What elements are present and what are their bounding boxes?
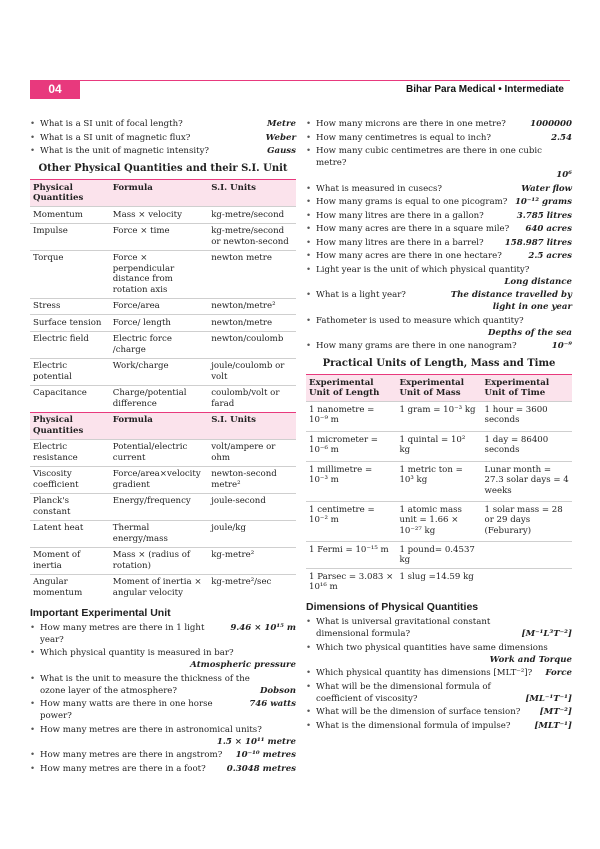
table-cell: 1 day = 86400 seconds <box>482 432 572 462</box>
header-rule <box>80 80 570 81</box>
list-item <box>30 118 296 130</box>
table-cell: 1 quintal = 10² kg <box>396 432 481 462</box>
table-cell: 1 Parsec = 3.083 × 10¹⁶ m <box>306 569 396 596</box>
question: Which physical quantity is measured in bar? <box>40 648 234 658</box>
table-cell: Torque <box>30 250 110 298</box>
table-row <box>30 439 296 466</box>
list-item <box>306 315 572 339</box>
table-row <box>30 466 296 493</box>
table-cell: Angular momentum <box>30 574 110 601</box>
left-top-questions <box>30 118 296 157</box>
question: How many grams is equal to one picogram? <box>316 197 508 207</box>
list-item <box>306 210 572 222</box>
list-item <box>30 724 296 748</box>
question: How many centimetres is equal to inch? <box>316 132 492 143</box>
list-item <box>306 132 572 144</box>
table-cell: Capacitance <box>30 385 110 412</box>
answer: • Water flow <box>521 183 572 194</box>
table-header: Experimental Unit of Time <box>482 375 572 402</box>
table-cell: Planck's constant <box>30 493 110 520</box>
answer: • [ML⁻¹T⁻¹] <box>525 693 572 704</box>
question: What will be the dimension of surface tension? <box>316 707 521 717</box>
si-units-table <box>30 179 296 601</box>
experimental-questions <box>30 622 296 775</box>
list-item <box>30 647 296 671</box>
question: How many grams are there in one nanogram? <box>316 341 517 351</box>
question: What is the unit to measure the thickness of the ozone layer of the atmosphere? <box>40 673 250 696</box>
table-row <box>30 223 296 250</box>
answer: Atmospheric pressure <box>190 660 296 670</box>
list-item <box>306 183 572 195</box>
answer: • Metre <box>267 119 296 129</box>
table-cell: newton metre <box>208 250 296 298</box>
table-row <box>30 207 296 224</box>
table-cell: kg-metre/second or newton-second <box>208 223 296 250</box>
table-cell: Electric potential <box>30 358 110 385</box>
list-item <box>306 720 572 732</box>
answer: • 9.46 × 10¹⁵ m <box>230 622 296 633</box>
table-row <box>30 574 296 601</box>
table-cell: 1 solar mass = 28 or 29 days (Feburary) <box>482 502 572 542</box>
question: How many litres are there in a barrel? <box>316 237 484 248</box>
table-cell: Latent heat <box>30 520 110 547</box>
table-cell: Electric resistance <box>30 439 110 466</box>
question: What is measured in cusecs? <box>316 183 442 194</box>
question: What is the unit of magnetic intensity? <box>40 146 210 156</box>
answer: • 1000000 <box>530 119 572 129</box>
table-cell: Mass × velocity <box>110 207 208 224</box>
table-cell: Force/ length <box>110 315 208 332</box>
table-row <box>30 315 296 332</box>
answer: 1.5 × 10¹¹ metre <box>216 736 296 747</box>
question: How many metres are there in 1 light year? <box>40 622 205 645</box>
answer: • Dobson <box>259 685 296 696</box>
table-cell: Work/charge <box>110 358 208 385</box>
table-cell: Force × time <box>110 223 208 250</box>
question: How many metres are there in astronomical units? <box>40 724 262 735</box>
answer: Depths of the sea <box>488 327 572 338</box>
table-cell: volt/ampere or ohm <box>208 439 296 466</box>
answer: • 10⁻¹² grams <box>514 197 572 207</box>
table-cell: Moment of inertia × angular velocity <box>110 574 208 601</box>
table-cell: newton/metre² <box>208 298 296 315</box>
table-cell <box>482 542 572 569</box>
table-cell: Viscosity coefficient <box>30 466 110 493</box>
list-item <box>306 706 572 718</box>
table-header: Experimental Unit of Length <box>306 375 396 402</box>
table-row <box>30 358 296 385</box>
table-header: Formula <box>110 412 208 439</box>
table-header-row <box>30 412 296 439</box>
table-row <box>30 520 296 547</box>
table-header-row <box>306 375 572 402</box>
list-item <box>306 667 572 679</box>
list-item <box>306 264 572 288</box>
table-cell: Stress <box>30 298 110 315</box>
table-cell: Force × perpendicular distance from rotation axis <box>110 250 208 298</box>
answer: Work and Torque <box>489 654 572 665</box>
table-header: S.I. Units <box>208 412 296 439</box>
table-cell: Electric force /charge <box>110 331 208 358</box>
table-cell: joule-second <box>208 493 296 520</box>
table-cell: 1 pound= 0.4537 kg <box>396 542 481 569</box>
right-column <box>306 118 572 733</box>
dimensions-heading: Dimensions of Physical Quantities <box>306 601 479 613</box>
question: How many acres are there in a square mile? <box>316 224 510 234</box>
answer: • Weber <box>265 132 296 143</box>
list-item <box>30 749 296 761</box>
table-cell: 1 Fermi = 10⁻¹⁵ m <box>306 542 396 569</box>
table-cell: Momentum <box>30 207 110 224</box>
table-cell: 1 hour = 3600 seconds <box>482 402 572 432</box>
list-item <box>30 673 296 697</box>
table-header: S.I. Units <box>208 180 296 207</box>
table-cell: 1 nanometre = 10⁻⁹ m <box>306 402 396 432</box>
table-cell: newton/metre <box>208 315 296 332</box>
table-row <box>306 402 572 432</box>
list-item <box>306 642 572 666</box>
question: What is a SI unit of magnetic flux? <box>40 132 191 143</box>
answer: • 746 watts <box>249 699 296 709</box>
table-cell: 1 centimetre = 10⁻² m <box>306 502 396 542</box>
list-item <box>30 698 296 722</box>
question: What is a light year? <box>316 290 406 300</box>
table-header-row <box>30 180 296 207</box>
table-cell: newton/coulomb <box>208 331 296 358</box>
answer: • 10⁻¹⁰ metres <box>235 750 296 760</box>
question: Which physical quantity has dimensions [MLT⁻²]? <box>316 668 533 678</box>
question: What is a SI unit of focal length? <box>40 119 183 129</box>
table-header: Physical Quantities <box>30 180 110 207</box>
table-cell: kg-metre² <box>208 547 296 574</box>
page-number: 04 <box>30 80 80 99</box>
answer: • Force <box>545 668 572 678</box>
table-cell: Lunar month = 27.3 solar days = 4 weeks <box>482 462 572 502</box>
table-header: Physical Quantities <box>30 412 110 439</box>
question: Fathometer is used to measure which quantity? <box>316 315 524 326</box>
list-item <box>306 145 572 181</box>
table-cell: joule/kg <box>208 520 296 547</box>
table-cell: kg-metre²/sec <box>208 574 296 601</box>
answer: • [MLT⁻¹] <box>534 720 572 731</box>
table-cell: Force/area <box>110 298 208 315</box>
list-item <box>30 622 296 646</box>
list-item <box>30 145 296 157</box>
table-cell: 1 gram = 10⁻³ kg <box>396 402 481 432</box>
answer: • [MT⁻²] <box>539 707 572 717</box>
left-column <box>30 118 296 776</box>
answer: • [M⁻¹L³T⁻²] <box>521 629 572 639</box>
table-row <box>30 547 296 574</box>
table-cell: kg-metre/second <box>208 207 296 224</box>
list-item <box>306 118 572 130</box>
question: How many acres are there in one hectare? <box>316 251 502 261</box>
list-item <box>306 681 572 705</box>
table-cell: Energy/frequency <box>110 493 208 520</box>
table-cell: Impulse <box>30 223 110 250</box>
question: How many metres are there in angstrom? <box>40 750 223 760</box>
answer: • 3.785 litres <box>516 210 572 221</box>
list-item <box>306 340 572 352</box>
list-item <box>306 196 572 208</box>
answer: • 2.54 <box>551 132 572 143</box>
table-row <box>306 502 572 542</box>
question: Which two physical quantities have same dimensions <box>316 642 548 653</box>
right-top-questions <box>306 118 572 352</box>
table-cell: 1 millimetre = 10⁻³ m <box>306 462 396 502</box>
si-table-title: Other Physical Quantities and their S.I. Unit <box>38 163 288 174</box>
table-cell: joule/coulomb or volt <box>208 358 296 385</box>
table-row <box>306 542 572 569</box>
list-item <box>306 616 572 640</box>
table-row <box>306 462 572 502</box>
question: How many microns are there in one metre? <box>316 119 506 129</box>
table-row <box>306 432 572 462</box>
table-header: Experimental Unit of Mass <box>396 375 481 402</box>
table-cell: Potential/electric current <box>110 439 208 466</box>
table-cell: coulomb/volt or farad <box>208 385 296 412</box>
answer: Long distance <box>504 276 572 287</box>
question: How many metres are there in a foot? <box>40 763 206 774</box>
table-cell: 1 metric ton = 10³ kg <box>396 462 481 502</box>
list-item <box>306 223 572 235</box>
question: How many litres are there in a gallon? <box>316 210 484 221</box>
page-header <box>30 80 570 99</box>
question: How many watts are there in one horse power? <box>40 699 213 721</box>
table-header: Formula <box>110 180 208 207</box>
table-row <box>30 331 296 358</box>
answer: • Gauss <box>267 146 296 156</box>
question: What is the dimensional formula of impulse? <box>316 720 511 731</box>
answer: • 158.987 litres <box>504 237 572 248</box>
list-item <box>306 289 572 313</box>
table-cell: Thermal energy/mass <box>110 520 208 547</box>
table-cell: Force/area×velocity gradient <box>110 466 208 493</box>
list-item <box>30 763 296 775</box>
practical-units-title: Practical Units of Length, Mass and Time <box>322 358 556 369</box>
dimension-questions <box>306 616 572 732</box>
list-item <box>306 250 572 262</box>
table-row <box>30 385 296 412</box>
header-title: Bihar Para Medical • Intermediate <box>405 84 564 95</box>
table-cell: Mass × (radius of rotation) <box>110 547 208 574</box>
answer: • 0.3048 metres <box>226 763 296 774</box>
table-row <box>30 493 296 520</box>
practical-units-table <box>306 374 572 595</box>
table-cell: 1 slug =14.59 kg <box>396 569 481 596</box>
table-cell <box>482 569 572 596</box>
answer: • The distance travelled by light in one year <box>450 290 572 312</box>
question: How many cubic centimetres are there in one cubic metre? <box>316 146 542 168</box>
table-cell: newton-second metre² <box>208 466 296 493</box>
answer: • 640 acres <box>525 224 572 234</box>
table-row <box>306 569 572 596</box>
table-cell: 1 atomic mass unit = 1.66 × 10⁻²⁷ kg <box>396 502 481 542</box>
question: What will be the dimensional formula of coefficient of viscosity? <box>316 681 491 704</box>
table-row <box>30 298 296 315</box>
table-cell: Moment of inertia <box>30 547 110 574</box>
table-cell: Charge/potential difference <box>110 385 208 412</box>
answer: • 10⁻⁹ <box>551 341 572 351</box>
list-item <box>306 237 572 249</box>
table-row <box>30 250 296 298</box>
table-cell: Electric field <box>30 331 110 358</box>
question: Light year is the unit of which physical quantity? <box>316 264 530 275</box>
answer: 10⁶ <box>556 170 572 180</box>
experimental-unit-heading: Important Experimental Unit <box>30 606 171 619</box>
list-item <box>30 132 296 144</box>
table-cell: 1 micrometer = 10⁻⁶ m <box>306 432 396 462</box>
answer: • 2.5 acres <box>528 251 572 261</box>
table-cell: Surface tension <box>30 315 110 332</box>
question: What is universal gravitational constant dimensional formula? <box>316 617 491 639</box>
